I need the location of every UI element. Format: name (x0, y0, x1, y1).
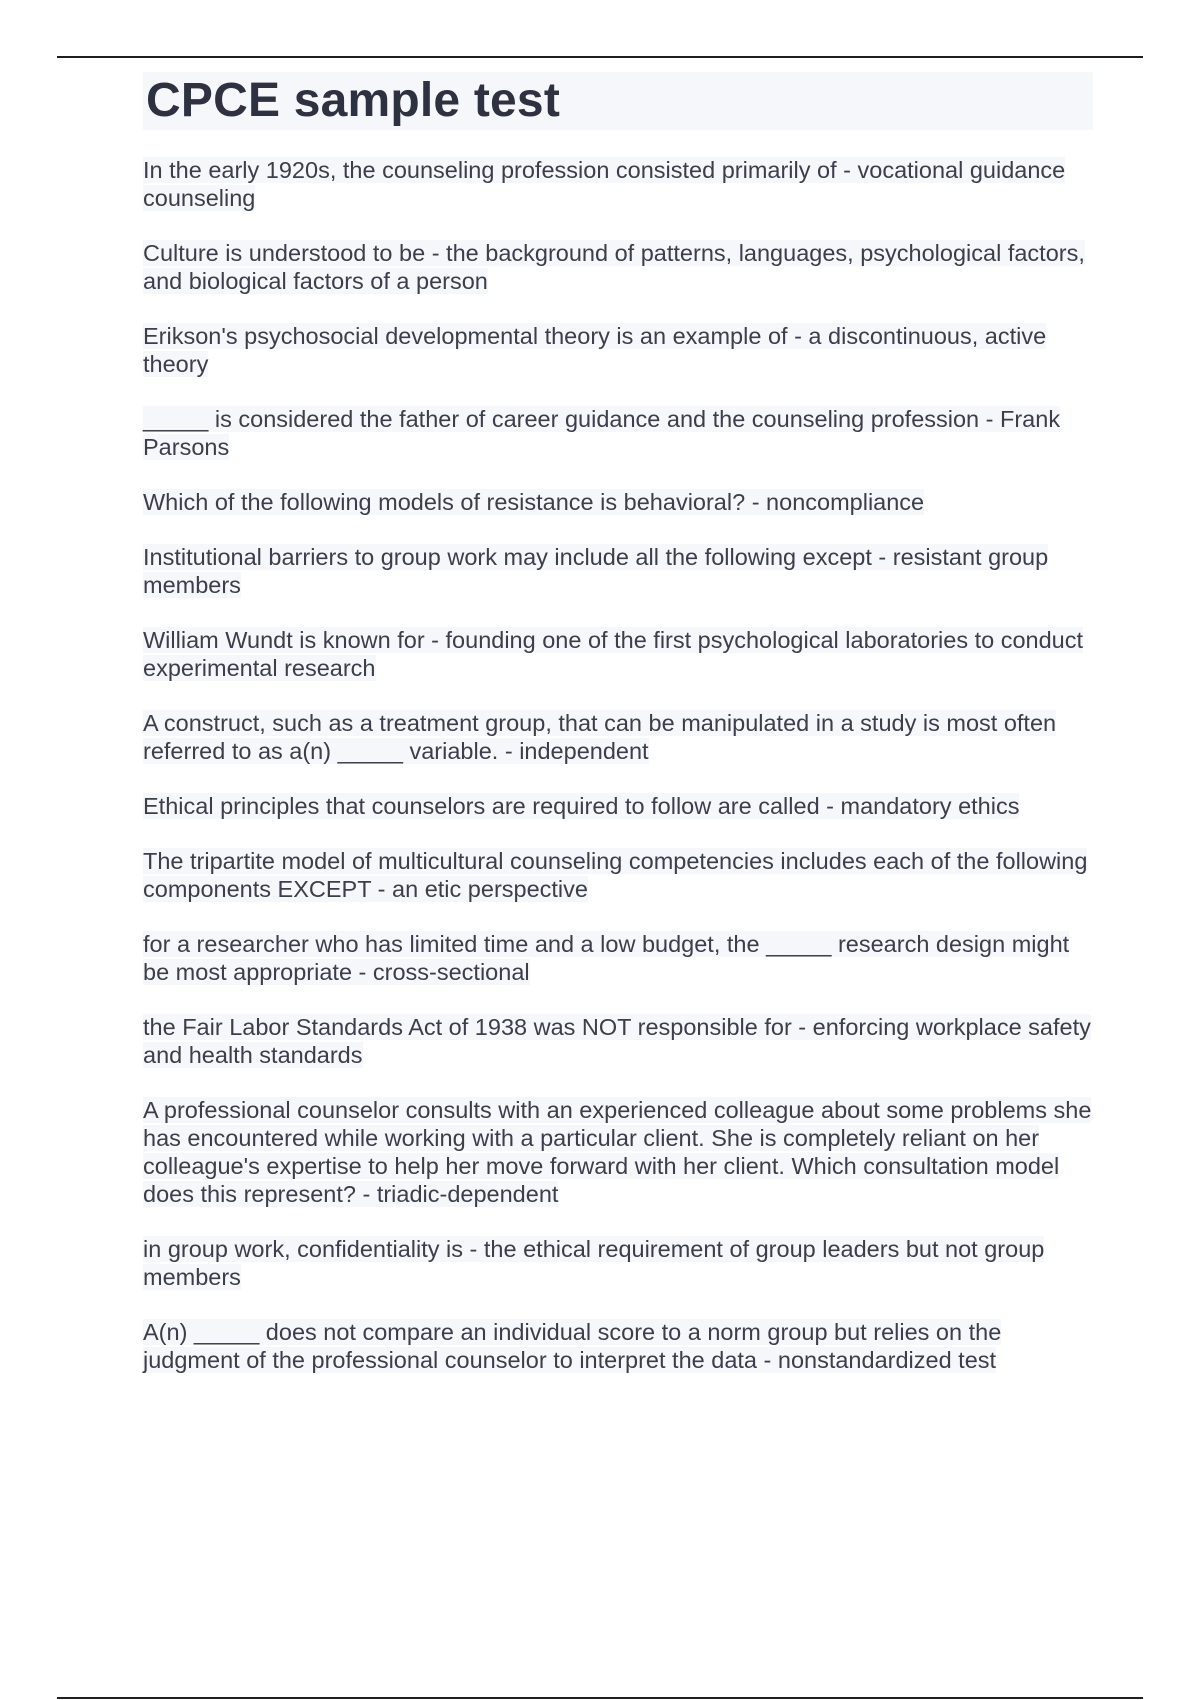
question-item (143, 1096, 1093, 1208)
bottom-rule (57, 1697, 1143, 1699)
question-item (143, 792, 1093, 820)
question-text: The tripartite model of multicultural counseling competencies includes each of the following components EXCEPT - an etic perspective (143, 848, 1088, 902)
question-item (143, 626, 1093, 682)
question-item (143, 1318, 1093, 1374)
question-item (143, 405, 1093, 461)
question-text: Culture is understood to be - the background of patterns, languages, psychological factors, and biological factors of a person (143, 240, 1085, 294)
question-text: the Fair Labor Standards Act of 1938 was NOT responsible for - enforcing workplace safety and health standards (143, 1014, 1091, 1068)
question-text: Which of the following models of resistance is behavioral? - noncompliance (143, 489, 925, 515)
question-text: for a researcher who has limited time and a low budget, the _____ research design might be most appropriate - cross-sectional (143, 931, 1070, 985)
question-item (143, 847, 1093, 903)
question-text: _____ is considered the father of career guidance and the counseling profession - Frank Parsons (143, 406, 1061, 460)
question-text: Erikson's psychosocial developmental theory is an example of - a discontinuous, active theory (143, 323, 1047, 377)
question-text: In the early 1920s, the counseling profession consisted primarily of - vocational guidance counseling (143, 157, 1066, 211)
question-item (143, 239, 1093, 295)
question-text: Institutional barriers to group work may include all the following except - resistant group members (143, 544, 1049, 598)
question-item (143, 543, 1093, 599)
question-item (143, 156, 1093, 212)
question-text: A(n) _____ does not compare an individual score to a norm group but relies on the judgment of the professional counselor to interpret the data - nonstandardized test (143, 1319, 1002, 1373)
question-item (143, 488, 1093, 516)
question-text: A construct, such as a treatment group, that can be manipulated in a study is most often referred to as a(n) _____ variable. - independent (143, 710, 1057, 764)
question-text: in group work, confidentiality is - the ethical requirement of group leaders but not group members (143, 1236, 1045, 1290)
title-banner (143, 72, 1093, 130)
top-rule (57, 56, 1143, 58)
document-body (143, 72, 1093, 1401)
question-item (143, 1235, 1093, 1291)
question-item (143, 322, 1093, 378)
question-item (143, 930, 1093, 986)
question-text: A professional counselor consults with an experienced colleague about some problems she has encountered while working with a particular client. She is completely reliant on her colleague's expertise to help her move forward with her client. Which consultation model does this represent? - triadic-dependent (143, 1097, 1092, 1207)
question-text: William Wundt is known for - founding one of the first psychological laboratories to conduct experimental research (143, 627, 1084, 681)
question-item (143, 709, 1093, 765)
question-list (143, 156, 1093, 1374)
page-title: CPCE sample test (146, 74, 561, 127)
question-text: Ethical principles that counselors are required to follow are called - mandatory ethics (143, 793, 1020, 819)
question-item (143, 1013, 1093, 1069)
